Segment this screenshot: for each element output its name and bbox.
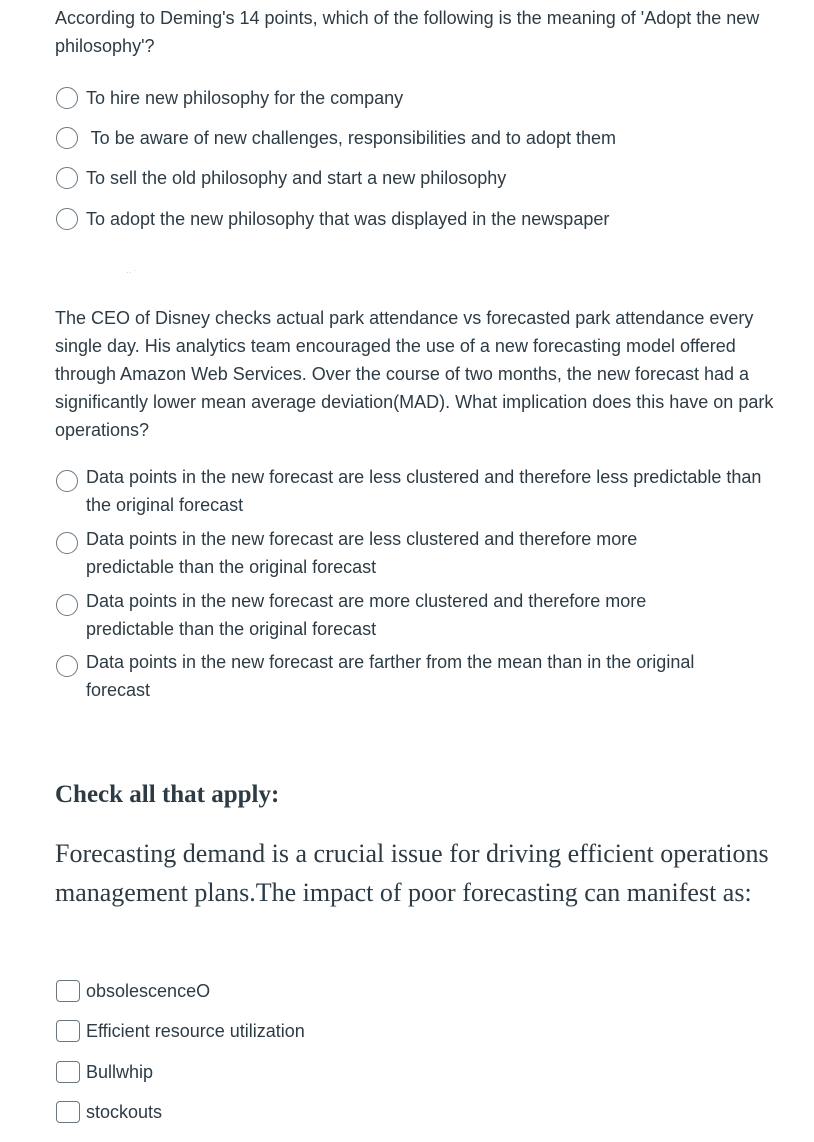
q2-option-4[interactable]	[56, 648, 756, 704]
q2-option-3[interactable]	[56, 587, 716, 643]
q2-option-1[interactable]	[56, 463, 776, 519]
checkbox[interactable]	[56, 1061, 80, 1083]
q1-option-3-label: To sell the old philosophy and start a new philosophy	[86, 168, 507, 188]
check-all-heading: Check all that apply:	[55, 781, 280, 808]
q3-option-2[interactable]	[56, 1017, 305, 1045]
q2-option-3-label: Data points in the new forecast are more clustered and therefore more predictable than the original forecast	[86, 591, 647, 639]
q1-option-4[interactable]	[56, 205, 609, 233]
question-3-text: Forecasting demand is a crucial issue for driving efficient operations management plans.The impact of poor forecasting can manifest as:	[55, 839, 769, 907]
radio-button[interactable]	[56, 470, 78, 492]
radio-button[interactable]	[56, 167, 78, 189]
q2-option-2[interactable]	[56, 525, 696, 581]
q2-option-2-label: Data points in the new forecast are less clustered and therefore more predictable than the original forecast	[86, 529, 638, 577]
q3-option-2-label: Efficient resource utilization	[86, 1021, 305, 1041]
q3-option-3[interactable]	[56, 1058, 153, 1086]
q1-option-1[interactable]	[56, 84, 403, 112]
q3-option-3-label: Bullwhip	[86, 1062, 154, 1082]
radio-button[interactable]	[56, 127, 78, 149]
checkbox[interactable]	[56, 1020, 80, 1042]
q1-option-3[interactable]	[56, 164, 506, 192]
q1-option-2[interactable]	[56, 124, 616, 152]
question-2-text: The CEO of Disney checks actual park attendance vs forecasted park attendance every single day. His analytics team encouraged the use of a new forecasting model offered through Amazon Web Services. Over the course of two months, the new forecast had a significantly lower mean average deviation(MAD). What implication does this have on park operations?	[55, 308, 774, 440]
checkbox[interactable]	[56, 980, 80, 1002]
question-1-text: According to Deming's 14 points, which of the following is the meaning of 'Adopt the new philosophy'?	[55, 8, 760, 56]
radio-button[interactable]	[56, 532, 78, 554]
faint-artifact: ‥ ·	[126, 266, 137, 275]
radio-button[interactable]	[56, 87, 78, 109]
q3-option-4-label: stockouts	[86, 1102, 163, 1122]
radio-button[interactable]	[56, 594, 78, 616]
q1-option-1-label: To hire new philosophy for the company	[86, 88, 404, 108]
q3-option-1[interactable]	[56, 977, 210, 1005]
q3-option-1-label: obsolescenceO	[86, 981, 211, 1001]
q2-option-1-label: Data points in the new forecast are less clustered and therefore less predictable than the original forecast	[86, 467, 762, 515]
q3-option-4[interactable]	[56, 1098, 162, 1126]
checkbox[interactable]	[56, 1101, 80, 1123]
q1-option-4-label: To adopt the new philosophy that was displayed in the newspaper	[86, 209, 610, 229]
radio-button[interactable]	[56, 655, 78, 677]
q2-option-4-label: Data points in the new forecast are farther from the mean than in the original forecast	[86, 652, 695, 700]
radio-button[interactable]	[56, 208, 78, 230]
q1-option-2-label: To be aware of new challenges, responsibilities and to adopt them	[86, 128, 616, 148]
